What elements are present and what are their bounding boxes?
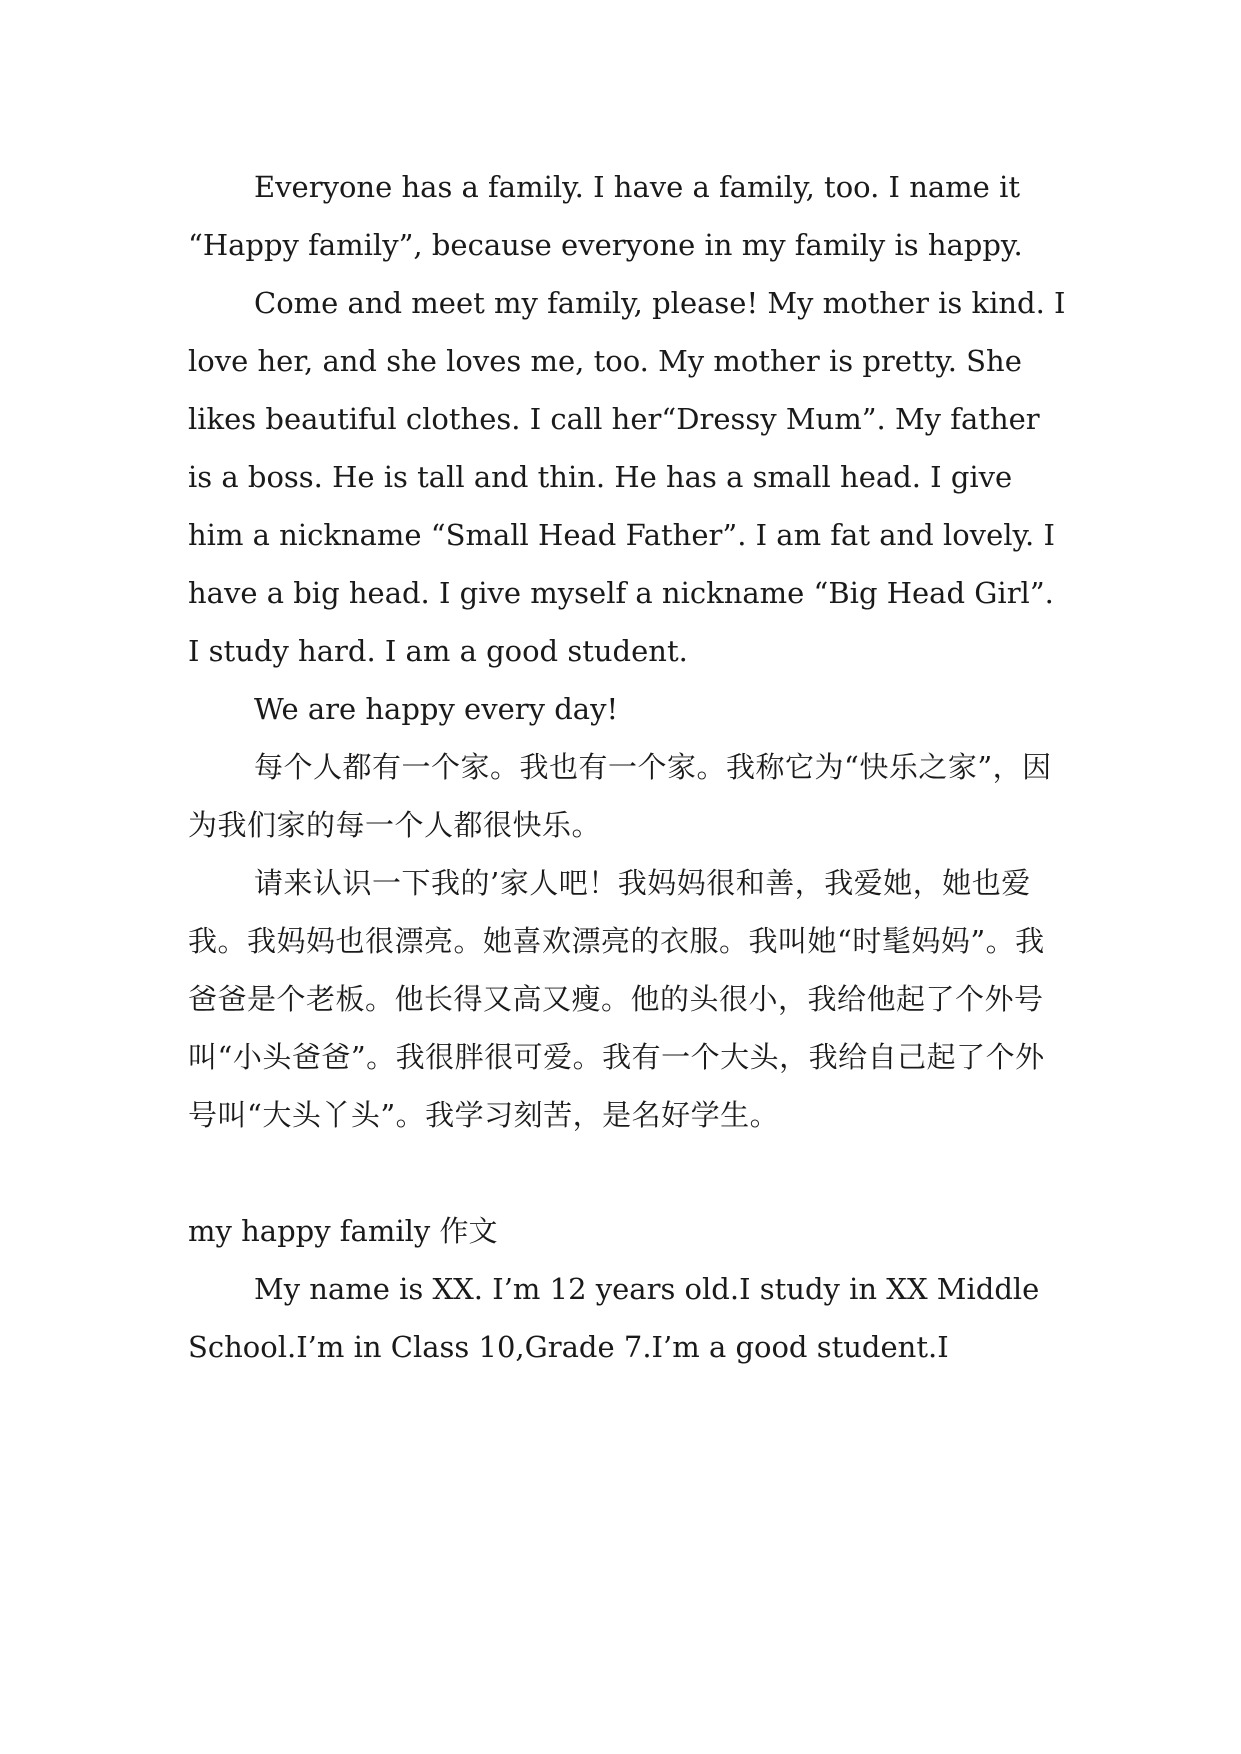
second-essay-paragraph: My name is XX. I’m 12 years old.I study in XX Middle School.I’m in Class 10,Grade 7.I’m a good student.I — [188, 1272, 1040, 1364]
chinese-paragraph-1: 每个人都有一个家。我也有一个家。我称它为“快乐之家”，因为我们家的每一个人都很快乐。 — [188, 750, 1052, 842]
english-paragraph-2: Come and meet my family, please! My mother is kind. I love her, and she loves me, too. My mother is pretty. She likes beautiful clothes. I call her“Dressy Mum”. My father is a boss. He is tall and thin. He has a small head. I give him a nickname “Small Head Father”. I am fat and lovely. I have a big head. I give myself a nickname “Big Head Girl”. I study hard. I am a good student. — [188, 286, 1066, 668]
english-paragraph-3: We are happy every day! — [254, 692, 619, 726]
section-heading: my happy family 作文 — [188, 1214, 498, 1248]
document-page — [188, 158, 1068, 1376]
english-paragraph-1: Everyone has a family. I have a family, too. I name it “Happy family”, because everyone in my family is happy. — [188, 170, 1023, 262]
chinese-paragraph-2: 请来认识一下我的’家人吧！我妈妈很和善，我爱她，她也爱我。我妈妈也很漂亮。她喜欢漂亮的衣服。我叫她“时髦妈妈”。我爸爸是个老板。他长得又高又瘦。他的头很小，我给他起了个外号叫“小头爸爸”。我很胖很可爱。我有一个大头，我给自己起了个外号叫“大头丫头”。我学习刻苦，是名好学生。 — [188, 866, 1045, 1132]
blank-line — [188, 1144, 1068, 1202]
